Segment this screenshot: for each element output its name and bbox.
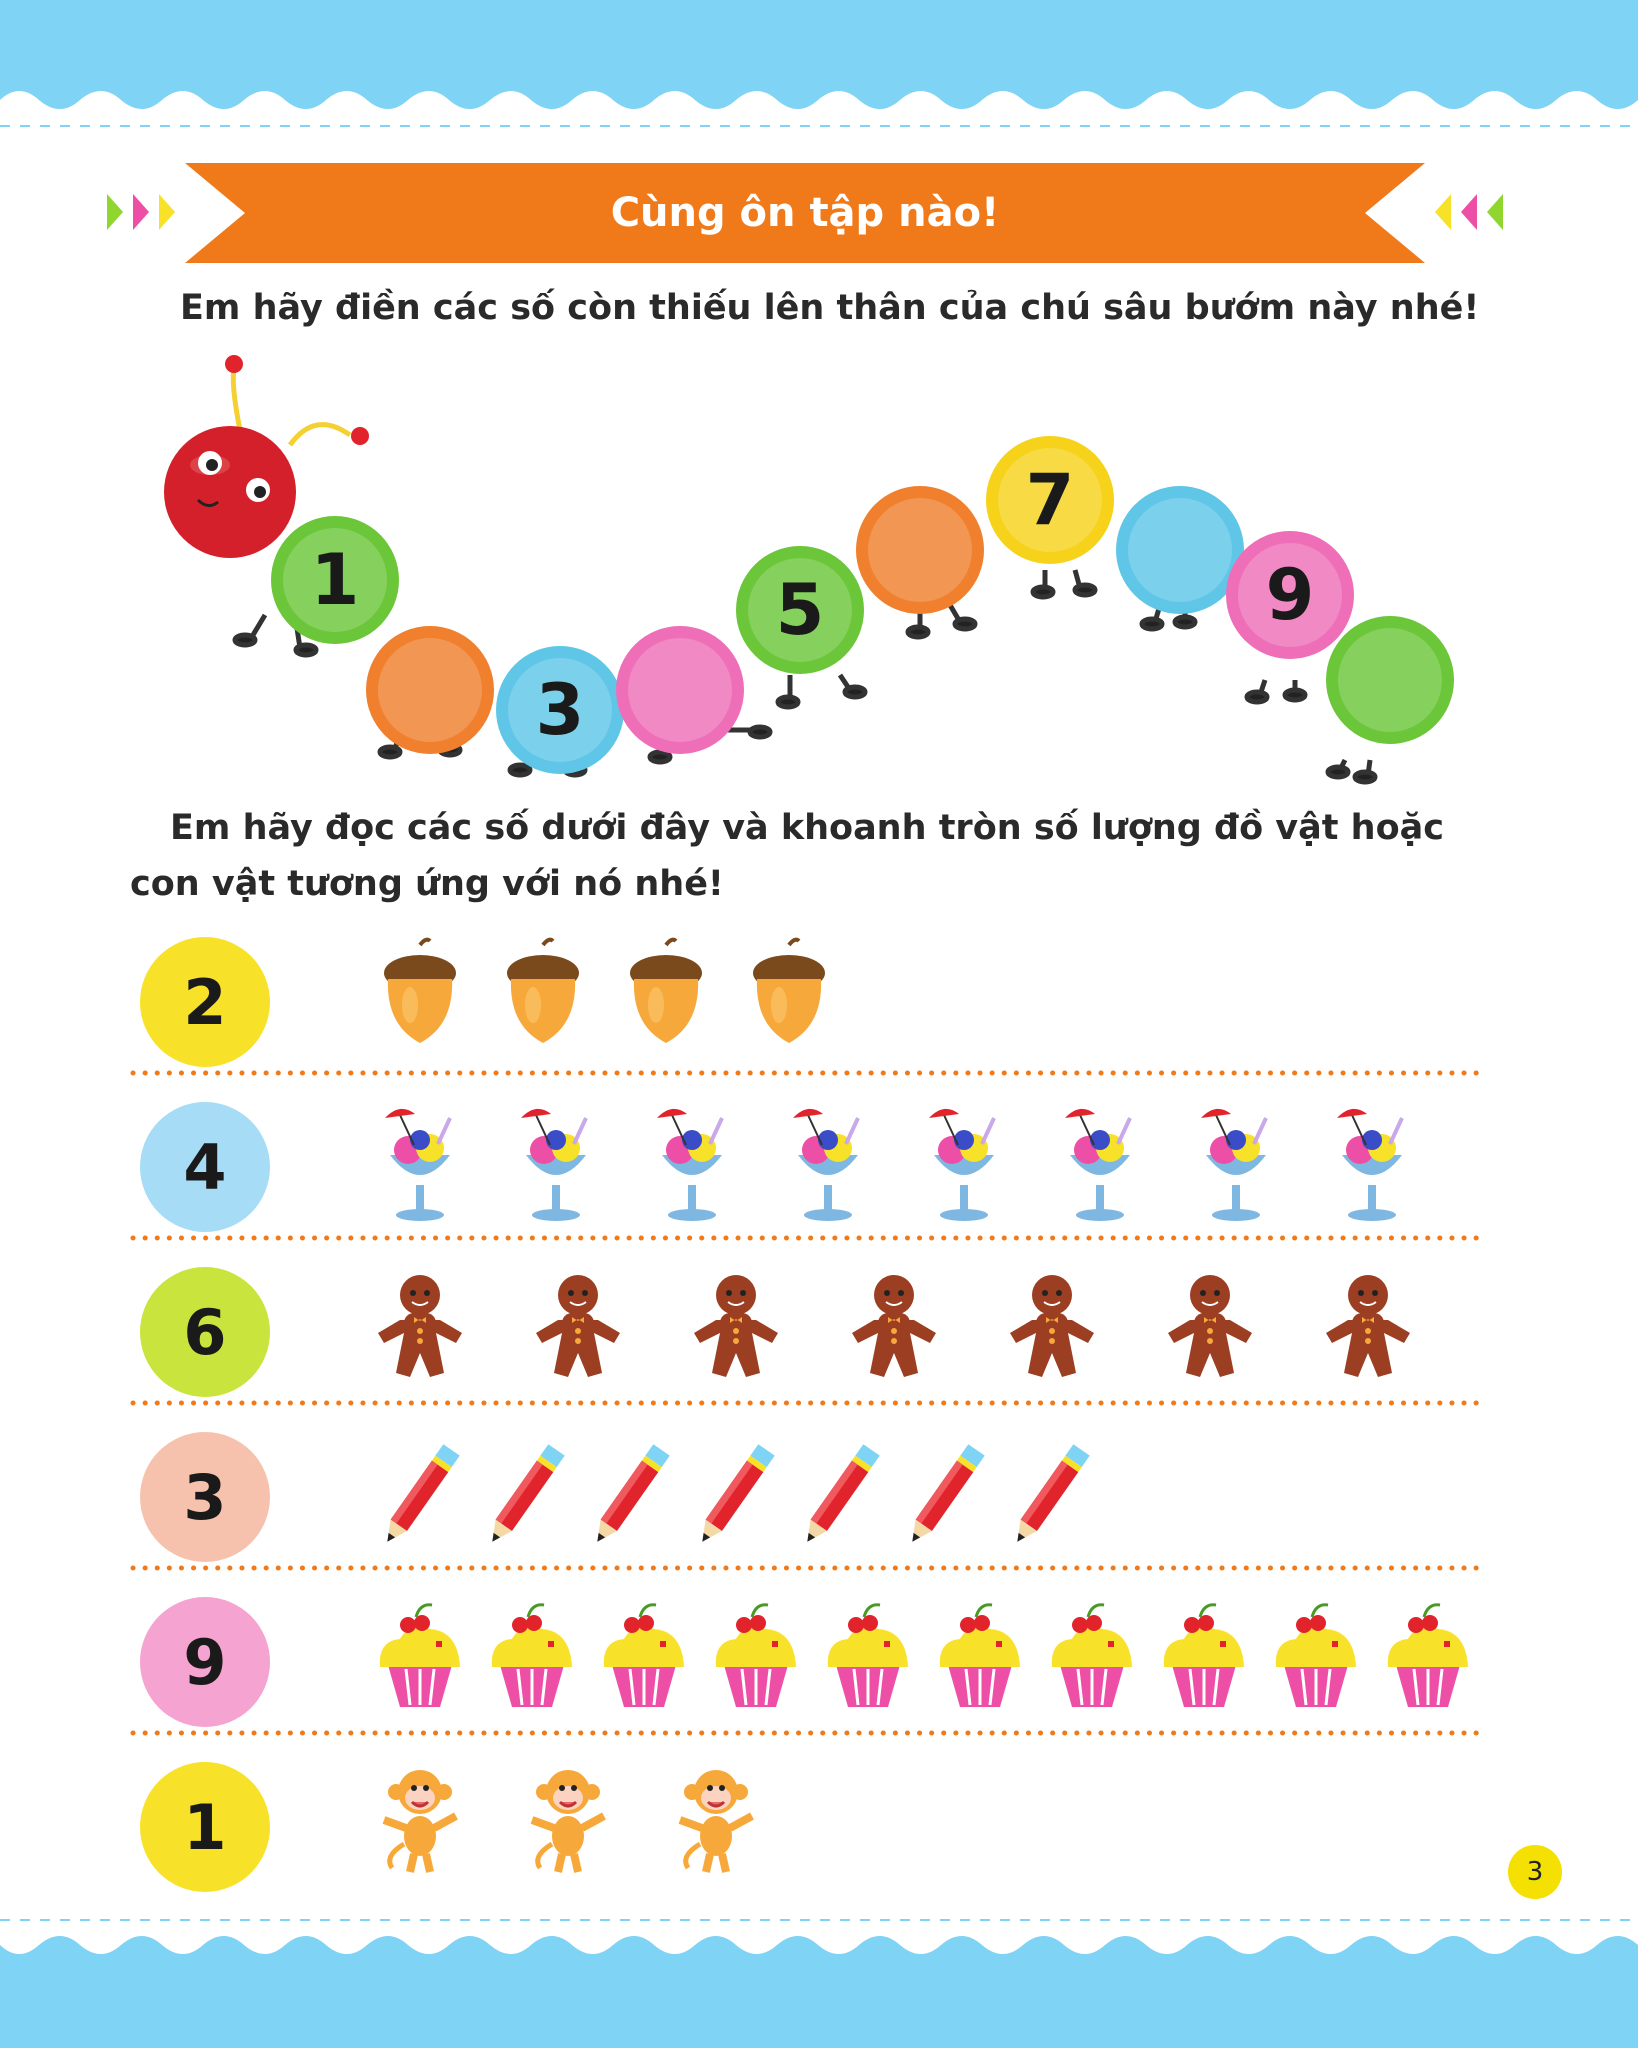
cupcake-icon[interactable] <box>1266 1595 1366 1725</box>
page-number: 3 <box>1508 1845 1562 1899</box>
caterpillar-segment <box>271 516 399 644</box>
dotted-separator <box>130 1565 1490 1571</box>
pencil-icon[interactable] <box>475 1430 575 1560</box>
pencil-icon[interactable] <box>1000 1430 1100 1560</box>
acorn-icon[interactable] <box>493 935 593 1065</box>
gingerbread-icon[interactable] <box>528 1265 628 1395</box>
caterpillar-segment <box>986 436 1114 564</box>
pencil-icon[interactable] <box>790 1430 890 1560</box>
monkey-icon[interactable] <box>518 1760 618 1890</box>
pencil-icon[interactable] <box>895 1430 995 1560</box>
monkey-icon[interactable] <box>370 1760 470 1890</box>
acorn-icon[interactable] <box>370 935 470 1065</box>
caterpillar-segment-number: 3 <box>535 669 585 751</box>
dotted-separator <box>130 1400 1490 1406</box>
caterpillar-segment-number: 5 <box>775 569 825 651</box>
sundae-icon[interactable] <box>1186 1100 1286 1230</box>
caterpillar-segment-number: 9 <box>1265 554 1315 636</box>
counting-row <box>130 1090 1490 1250</box>
dotted-separator <box>130 1070 1490 1076</box>
caterpillar-segment <box>496 646 624 774</box>
caterpillar-segment <box>856 486 984 614</box>
cupcake-icon[interactable] <box>1378 1595 1478 1725</box>
exercise-1-instruction: Em hãy điền các số còn thiếu lên thân của chú sâu bướm này nhé! <box>180 288 1480 328</box>
cupcake-icon[interactable] <box>930 1595 1030 1725</box>
caterpillar-segment <box>616 626 744 754</box>
cupcake-icon[interactable] <box>1042 1595 1142 1725</box>
number-circle: 9 <box>140 1597 270 1727</box>
gingerbread-icon[interactable] <box>1002 1265 1102 1395</box>
top-wave-border <box>0 0 1638 140</box>
number-circle: 4 <box>140 1102 270 1232</box>
caterpillar-segment <box>366 626 494 754</box>
bottom-wave-border <box>0 1900 1638 2048</box>
acorn-icon[interactable] <box>739 935 839 1065</box>
sundae-icon[interactable] <box>506 1100 606 1230</box>
number-circle: 1 <box>140 1762 270 1892</box>
cupcake-icon[interactable] <box>594 1595 694 1725</box>
dotted-separator <box>130 1235 1490 1241</box>
banner-arrows-left-icon <box>105 190 185 234</box>
counting-row <box>130 925 1490 1085</box>
acorn-icon[interactable] <box>616 935 716 1065</box>
number-circle: 6 <box>140 1267 270 1397</box>
gingerbread-icon[interactable] <box>1160 1265 1260 1395</box>
counting-row <box>130 1255 1490 1415</box>
banner-arrows-right-icon <box>1425 190 1505 234</box>
pencil-icon[interactable] <box>580 1430 680 1560</box>
cupcake-icon[interactable] <box>370 1595 470 1725</box>
pencil-icon[interactable] <box>685 1430 785 1560</box>
sundae-icon[interactable] <box>1322 1100 1422 1230</box>
gingerbread-icon[interactable] <box>1318 1265 1418 1395</box>
pencil-icon[interactable] <box>370 1430 470 1560</box>
cupcake-icon[interactable] <box>706 1595 806 1725</box>
caterpillar-segment <box>1116 486 1244 614</box>
cupcake-icon[interactable] <box>1154 1595 1254 1725</box>
counting-row <box>130 1420 1490 1580</box>
sundae-icon[interactable] <box>778 1100 878 1230</box>
caterpillar <box>150 350 1470 790</box>
counting-row <box>130 1750 1490 1910</box>
number-circle: 2 <box>140 937 270 1067</box>
page-title: Cùng ôn tập nào! <box>610 190 1000 236</box>
sundae-icon[interactable] <box>642 1100 742 1230</box>
monkey-icon[interactable] <box>666 1760 766 1890</box>
sundae-icon[interactable] <box>914 1100 1014 1230</box>
exercise-2-instruction: Em hãy đọc các số dưới đây và khoanh tròn số lượng đồ vật hoặc con vật tương ứng với nó nhé! <box>130 808 1444 904</box>
sundae-icon[interactable] <box>370 1100 470 1230</box>
caterpillar-segment <box>1326 616 1454 744</box>
number-circle: 3 <box>140 1432 270 1562</box>
gingerbread-icon[interactable] <box>844 1265 944 1395</box>
gingerbread-icon[interactable] <box>686 1265 786 1395</box>
cupcake-icon[interactable] <box>482 1595 582 1725</box>
caterpillar-segment-number: 7 <box>1025 459 1075 541</box>
sundae-icon[interactable] <box>1050 1100 1150 1230</box>
gingerbread-icon[interactable] <box>370 1265 470 1395</box>
caterpillar-segment <box>1226 531 1354 659</box>
caterpillar-segment-number: 1 <box>310 539 360 621</box>
caterpillar-segment <box>736 546 864 674</box>
cupcake-icon[interactable] <box>818 1595 918 1725</box>
counting-row <box>130 1585 1490 1745</box>
dotted-separator <box>130 1730 1490 1736</box>
